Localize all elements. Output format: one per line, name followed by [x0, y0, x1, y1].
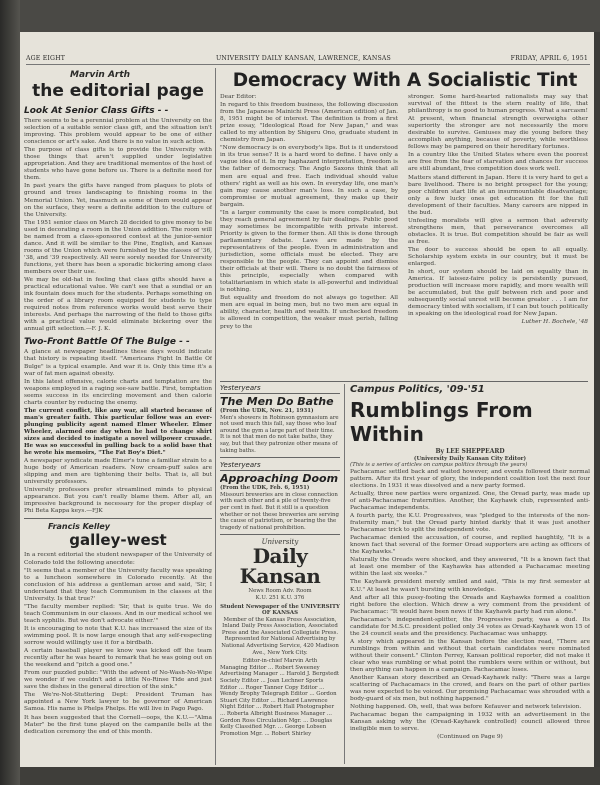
letter-paragraph: But equality and freedom do not always go together. All men are equal in being men, but no two men are equal in ability, character, health and wealth. If unchecked freedom is allowed in competition, the weaker must perish, falling prey to the [220, 295, 398, 330]
bulge-paragraph: University professors prefer streamlined minds to physical appearance. But you can't really blame them. After all, an impressive background is necessary for the proper display of Phi Beta Kappa keys.—FJK [24, 487, 212, 515]
campus-paragraph: Pachacamac denied the accusation, of course, and replied haughtily, "It is a known fact that several of the former Oread supporters are acting as officers of the Kayhawks." [350, 535, 590, 556]
scan-left-edge [0, 0, 20, 785]
editorial-page-title: the editorial page [32, 81, 204, 101]
vertical-column-rule [344, 384, 345, 764]
campus-paragraph: Pachacamac began the campaigning in 1932 with an advertisement in the Kansan asking why the (Oread-Kayhawk controlled) council allowed three ineligible men to serve. [350, 712, 590, 733]
galley-byline: Francis Kelley [48, 522, 110, 532]
editorial-column [24, 70, 212, 765]
yesteryears-source: (From the UDK, Nov. 21, 1931) [220, 408, 314, 414]
campus-politics-article [350, 384, 590, 766]
galley-paragraph: It has been suggested that the Cornell—oops, the K.U.—"Alma Mater" be the first tune played on the campanile bells at the dedication ceremony the end of this month. [24, 714, 212, 735]
letter-paragraph: "In a larger community the case is more complicated, but they reach general agreement by fair dealings. Public good may sometimes be incompatible with private interest. Priority is given to the former then. All this is done through parliamentary debate. Laws are made by the representatives of the people. Even in administration and jurisdiction, some officials must be elected. They are responsible to the people. They can appoint and dismiss their officials at their will. There is no doubt the fairness of this principle, especially when compared with totalitarianism in which state is all-powerful and individual is nothing. [220, 209, 398, 294]
letter-signature: Luther H. Bochele, '48 [521, 319, 588, 326]
galley-paragraph: From our puzzled public: "With the advent of No-Wash-No-Wipe we wonder if we couldn't add a little No-Rinse Tide and just save the dishes in the general direction of the sink." [24, 670, 212, 691]
column-divider [24, 518, 212, 519]
senior-gifts-paragraph: The purpose of class gifts is to provide the University with those things that aren't supplied under legislative appropriation. And they are traditional mementos of the host of students who have gone before us. There is a definite need for them. [24, 147, 212, 182]
letter-paragraph: The door to success should be open to all equally. Scholarship system exists in our country, but it must be enlarged. [408, 246, 588, 268]
bulge-paragraph-bold: The current conflict, like any war, all started because of man's greater faith. This particular follow was an ever-plunging publicity agent named Elmer Wheeler. Elmer Wheeler, alarmed one day when he had to change shirt sizes and decided to instigate a novel willpower crusade. He was so successful in pulling back to a solid base that he wrote his memoirs, "The Fat Boy's Diet." [24, 407, 212, 457]
letter-headline: Democracy With A Socialistic Tint [232, 70, 578, 91]
campus-kicker: Campus Politics, '09-'51 [350, 384, 485, 395]
campus-paragraph: A fourth party, the K.U. Progressives, was "pledged to the interests of the non-fraternity man," but the Oread party hinted darkly that it was just another Pachacamac trick to split the independent vote. [350, 513, 590, 534]
letter-paragraph: In regard to this freedom business, the following discussion from the Japanese Mainichi Press (American edition) of Jan. 8, 1951 might be of interest. The definition is from a first prize essay, "Ideological Road for New Japan," and was called to my attention by Shigeru Ono, graduate student in chemistry from Japan. [220, 102, 398, 144]
galley-paragraph: The We're-Not-Stuttering Dept: President Truman has appointed a New York lawyer to be governor of American Samoa. His name is Phelps Phelps. He will live in Pago Pago. [24, 692, 212, 713]
masthead-editor: Editor-in-chief Marvin Arth [242, 658, 318, 665]
yesteryears-body: Men's showers in Robinson gymnasium are not used much this fall, say those who loaf around the gym a large part of their time. It is not that men do not take baths, they say, but that they patronize other means of taking baths. [220, 414, 339, 454]
letter-paragraph: At present, when financial strength overweighs other superiority the stronger are not necessarily the more desirable to survive. Geniuses may die young before they accomplish anything, because of poverty, while worthless fellows may be pampered on their hereditary fortunes. [408, 116, 588, 151]
letter-paragraph: In a country like the United States where even the poorest are free from the fear of starvation and chances for success are still abundant, free competition does work well. [408, 152, 588, 173]
letter-paragraph: In short, our system should be laid on equality than in America. If laissez-faire policy is persistently pursued, production will increase more rapidly, and more wealth will be accumulated, but the gulf between rich and poor and subsequently social unrest will become greater . . . I am for democracy tinted with socialism, if I can but touch politically in speaking on the ideological road for New Japan. [408, 269, 588, 318]
campus-paragraph: Nothing happened. Oh, well, that was before Kefauver and network television. [350, 704, 582, 711]
galley-paragraph: A certain baseball player we know was kicked off the team recently after he was heard to remark that he was going out on the weekend and "pitch a good one." [24, 648, 212, 669]
campus-series-note: (This is a series of articles on campus politics through the years) [350, 462, 528, 469]
galley-paragraph: In a recent editorial the student newspaper of the University of Colorado told the following anecdote: [24, 552, 212, 566]
bulge-paragraph: In this latest offensive, calorie charts and temptation are the weapons employed in a raging see-saw battle. First, temptation seems success in its encircling movement and then calorie charts counter by reducing the enemy. [24, 378, 212, 406]
letter-paragraph: "Now democracy is on everybody's lips. But is it understood in its true sense? It is a hard word to define. I have only a vague idea of it. In my haphazard interpretation, freedom is the father of democracy. The Anglo Saxons think that all men are equal and free. Each individual should value others' right as well as his own. In everyday life, one man's gain may cause another man's loss. In such a case, by compromise or mutual agreement, they make up their bargain. [220, 145, 398, 208]
yesteryears-label: Yesteryears [220, 384, 261, 392]
bulge-headline: Two-Front Battle Of The Bulge - - [24, 337, 190, 348]
masthead-staff: Managing Editor ... Robert Sweeney Advertising Manager ... Harold J. Bergstedt Society Editor ... Joan Lechner Sports Editor ... Roger Tanner Copy Editor ... Wendy Brophy Telegraph Editor ... Gordon Stuart City Editor ... Richard Lawrence Night Editor ... Robert Hall Photographer ... Roberta Albright Business Manager ... Gordon Ross Circulation Mgr. ... Douglas Kelly Classified Mgr. ... George Lobsen Promotion Mgr. ... Robert Shirley [220, 664, 340, 737]
campus-continued: (Continued on Page 9) [437, 734, 503, 741]
page-number: AGE EIGHT [26, 55, 66, 62]
campus-paragraph: A story which appeared in the Kansan before the election read, "There are rumblings from within and without that certain candidates were nominated without their consent." Clinton Ferrey, Kansan political reporter, did not make it clear who was rumbling or what point the rumblers were within or without, but then anything can happen in a campaign. Pachacamac loses. [350, 638, 590, 674]
letter-paragraph: stronger. Some hard-hearted rationalists may say that survival of the fittest is the stern reality of life, that philanthropy is no good to human progress. What a sarcasm! [408, 94, 588, 115]
yesteryears-body: Missouri breweries are in close connection with each other and a pile of twenty-five per cent in fuel. But it still is a question whether or not these breweries are serving the cause of patriotism, or bearing the the tragedy of national prohibition. [220, 491, 339, 531]
campus-paragraph: Another Kansan story described an Oread-Kayhawk rally: "There was a large scattering of Pachacamacs in the crowd, and fears on the part of other parties was now expected to be voiced. Our promising Pachacamac was shrouded with a body-guard of six men, but nothing happened." [350, 675, 590, 703]
editorial-byline: Marvin Arth [70, 70, 131, 80]
vertical-column-rule [215, 68, 216, 765]
galley-paragraph: It is encouraging to note that K.U. has increased the size of its swimming pool. It is now large enough that any self-respecting sorrow would willingly use it for a birdbath. [24, 625, 212, 647]
masthead-phone-labels: News Room Adv. Room [248, 588, 312, 595]
yesteryears-title: The Men Do Bathe [220, 395, 334, 408]
yesteryears-rule [220, 470, 340, 471]
issue-date: FRIDAY, APRIL 6, 1951 [510, 55, 588, 62]
senior-gifts-headline: Look At Senior Class Gifts - - [24, 106, 169, 116]
campus-paragraph: And after all this pussy-footing the Oreads and Kayhawks formed a coalition right before the election. Which drew a wry comment from the president of Pachacamac: "It would have been news if the Kayhawk party had run alone." [350, 594, 590, 615]
letter-column-1 [220, 94, 398, 378]
senior-gifts-paragraph: The 1951 senior class on March 28 decided to give money to be used in decorating a room in the Union addition. The room will be named from a class-sponsored contest at the junior-senior dance. And it will be similar to the Pine, English, and Kansas rooms of the Union which were furnished by the classes of '36, '38, and '39 respectively. All were sorely needed for University functions, yet there has been a sporadic bickering among class members over their use. [24, 219, 212, 275]
scan-top-margin [20, 0, 600, 32]
campus-byline: By LEE SHEPPEARD [435, 448, 505, 455]
galley-west-title: galley-west [69, 531, 167, 550]
campus-paragraph: Actually, three new parties were organized. One, the Oread party, was made up of anti-Pachacamac fraternities. Another, the Kayhawk club, represented anti-Pachacamac independents. [350, 490, 590, 512]
galley-paragraph: "The faculty member replied: 'Sir, that is quite true. We do teach Communism in our classes. And in our medical school we teach syphilis. But we don't advocate either.'" [24, 603, 212, 624]
masthead-phone-numbers: K.U. 251 K.U. 376 [255, 594, 305, 601]
masthead-rule [220, 534, 340, 535]
newspaper-page [20, 32, 594, 767]
newspaper-name: UNIVERSITY DAILY KANSAN, LAWRENCE, KANSAS [216, 55, 391, 62]
masthead-membership: Member of the Kansas Press Association, Inland Daily Press Association, Associated Press and the Associated Collegiate Press. Represented for National Advertising by National Advertising Service, 420 Madison Ave., New York City. [221, 616, 339, 656]
scan-bottom-margin [20, 767, 600, 785]
letter-paragraph: Matters stand different in Japan. Here it is very hard to get a bare livelihood. There is no bright prospect for the young; poor children start life at an insurmountable disadvantage; only a few lucky ones get education fit for the full development of their faculties. Many careers are nipped in the bud. [408, 174, 588, 216]
letter-column-2 [408, 94, 588, 378]
masthead-name: Daily Kansan [239, 544, 321, 589]
masthead-subtitle: Student Newspaper of the UNIVERSITY OF KANSAS [220, 603, 340, 617]
campus-paragraph: Naturally the Oreads were shocked, and they answered, "It is a known fact that at least one member of the Kayhawks has attended a Pachacamac meeting within the last six weeks." [350, 557, 590, 578]
letter-paragraph: Dear Editor: [220, 94, 257, 100]
yesteryears-source: (From the UDK, Feb. 6, 1951) [220, 485, 310, 492]
campus-byline-title: (University Daily Kansan City Editor) [413, 455, 527, 462]
campus-paragraph: Pachacamac settled back and waited however, and events followed their normal pattern. After its first year of glory, the independent coalition lost the next four elections. In 1931 it was dissolved and a new party formed. [350, 468, 590, 489]
bulge-paragraph: A newspaper syndicate made Elmer's tune a familiar strain to a huge body of American readers. Now cream-puff sales are slipping and men are tightening their belts. That is, all but university professors. [24, 458, 212, 486]
page-header [26, 54, 590, 65]
masthead-prefix: University [261, 538, 299, 547]
campus-headline: Rumblings From Within [350, 398, 533, 446]
yesteryears-title: Approaching Doom [220, 472, 339, 486]
yesteryears-column [220, 384, 340, 764]
senior-gifts-paragraph: We may be old-hat in feeling that class gifts should have a practical educational value. We can't see that a sundial or an ink fountain does much for the students. Perhaps something on the order of a library room equipped for students to type required notes from reference works would best serve their interests. And perhaps the narrowing of the field to those gifts with a practical value would eliminate bickering over the annual gift selection.—F. J. K. [24, 277, 212, 333]
senior-gifts-paragraph: In past years the gifts have ranged from plaques to plots of ground and trees landscaping to finishing rooms in the Memorial Union. Yet, inasmuch as some of them would appear on the surface, they were a definite addition to the culture of the University. [24, 183, 212, 218]
letter-paragraph: Unfeeling moralists will give a sermon that adversity strengthens men, that perseverance overcomes all obstacles. It is true. But competition should be fair as well as free. [408, 217, 588, 245]
yesteryears-rule [220, 393, 340, 394]
section-divider [220, 381, 588, 382]
letter-headline-box [220, 70, 590, 92]
campus-paragraph: The Kayhawk president merely smiled and said, "This is my first semester at K.U." At least he wasn't bursting with knowledge. [350, 579, 590, 593]
yesteryears-label: Yesteryears [220, 461, 261, 470]
senior-gifts-paragraph: There seems to be a perennial problem at the University on the selection of a suitable senior class gift, and the situation isn't improving. This problem would appear to be one of either conscience or art's sake. And there is no value in such action. [24, 118, 212, 146]
campus-paragraph: Pachacamac's independent-splitter, the Progressive party, was a dud. Its candidate for M.S.C. president polled only 34 votes as Oread-Kayhawk won 15 of the 24 council seats and the presidency. Pachacamac was unhappy. [350, 616, 590, 637]
yesteryears-rule [220, 457, 340, 458]
bulge-paragraph: A glance at newspaper headlines these days would indicate that history is repeating itself. "Americans Fight In Battle Of Bulge" is a typical example. And war it is. Only this time it's a war of fat men against obesity. [24, 349, 212, 377]
galley-paragraph: "It seems that a member of the University faculty was speaking to a luncheon somewhere in Colorado recently. At the conclusion of his address a gentleman arose and said, 'Sir, I understand that they teach Communism in the classes at the University. Is that true?' [24, 567, 212, 602]
